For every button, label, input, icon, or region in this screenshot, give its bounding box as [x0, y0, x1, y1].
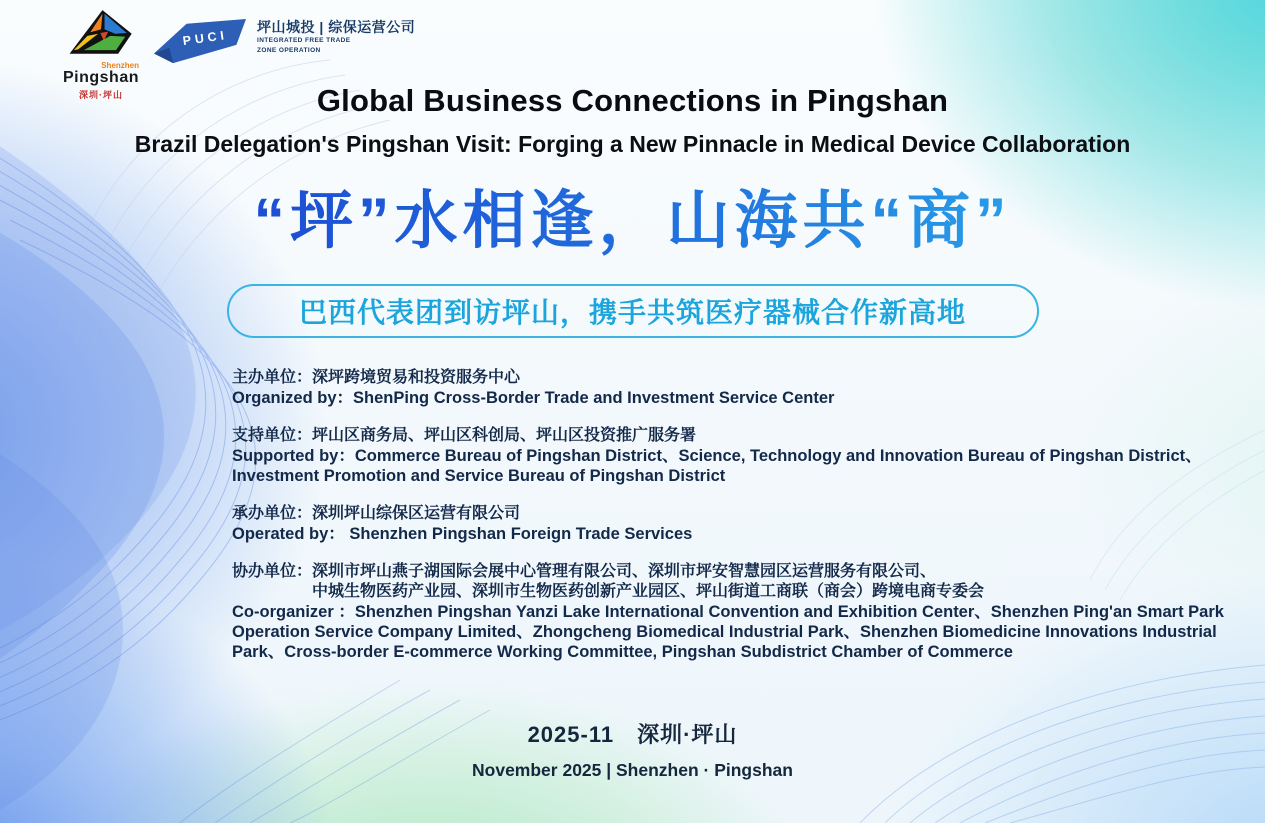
host-en: Organized by：ShenPing Cross-Border Trade and Investment Service Center — [232, 389, 835, 407]
co-organizer-section — [232, 562, 1227, 662]
host-cn: 主办单位：深坪跨境贸易和投资服务中心 — [232, 369, 521, 386]
pingshan-logo-wordmark: Pingshan — [62, 69, 139, 86]
event-title-chinese: “坪”水相逢，山海共“商” — [0, 170, 1265, 261]
supporter-section — [232, 426, 1227, 486]
operator-en: Operated by： Shenzhen Pingshan Foreign Trade Services — [232, 525, 693, 543]
pingshan-mountain-icon — [65, 8, 137, 58]
puci-org-name-cn: 坪山城投 | 综保运营公司 — [257, 19, 416, 35]
co-organizer-en: Co-organizer ：Shenzhen Pingshan Yanzi Lake International Convention and Exhibition Center、Shenzhen Ping'an Smart Park Operation Service Company Limited、Zhongcheng Biomedical Industrial Park、Shenzhen Biomedicine Innovations Industrial Park、Cross-border E-commerce Working Committee, Pingshan Subdistrict Chamber of Commerce — [232, 603, 1224, 661]
supporter-cn: 支持单位：坪山区商务局、坪山区科创局、坪山区投资推广服务署 — [232, 427, 697, 444]
operator-cn: 承办单位：深圳坪山综保区运营有限公司 — [232, 505, 521, 522]
operator-section — [232, 504, 1227, 544]
event-subtitle-english: Brazil Delegation's Pingshan Visit: Forging a New Pinnacle in Medical Device Collaboration — [134, 131, 1131, 157]
host-section — [232, 368, 1227, 408]
tagline-pill-box — [227, 284, 1039, 338]
puci-flag-icon — [152, 19, 248, 65]
puci-logo-text — [257, 19, 415, 55]
puci-org-name-en-line2: ZONE OPERATION — [257, 47, 321, 54]
event-date-chinese: 2025-11 深圳·坪山 — [527, 722, 738, 747]
tagline-chinese: 巴西代表团到访坪山，携手共筑医疗器械合作新高地 — [298, 297, 966, 328]
pingshan-logo-shenzhen-label: Shenzhen — [101, 61, 139, 70]
svg-text:PUCI: PUCI — [181, 27, 229, 49]
supporter-en: Supported by：Commerce Bureau of Pingshan District、Science, Technology and Innovation Bureau of Pingshan District、Investment Promotion and Service Bureau of Pingshan District — [232, 447, 1202, 485]
event-date-english: November 2025 | Shenzhen · Pingshan — [472, 760, 793, 780]
organizer-info-block — [232, 368, 1227, 680]
co-organizer-cn: 协办单位：深圳市坪山燕子湖国际会展中心管理有限公司、深圳市坪安智慧园区运营服务有限公司、 中城生物医药产业园、深圳市生物医药创新产业园区、坪山街道工商联（商会）跨境电商专委会 — [232, 563, 985, 600]
pingshan-logo-cn-label: 深圳·坪山 — [79, 90, 123, 100]
puci-org-name-en-line1: INTEGRATED FREE TRADE — [257, 37, 351, 44]
event-title-english: Global Business Connections in Pingshan — [316, 83, 949, 118]
puci-logo — [152, 19, 415, 65]
